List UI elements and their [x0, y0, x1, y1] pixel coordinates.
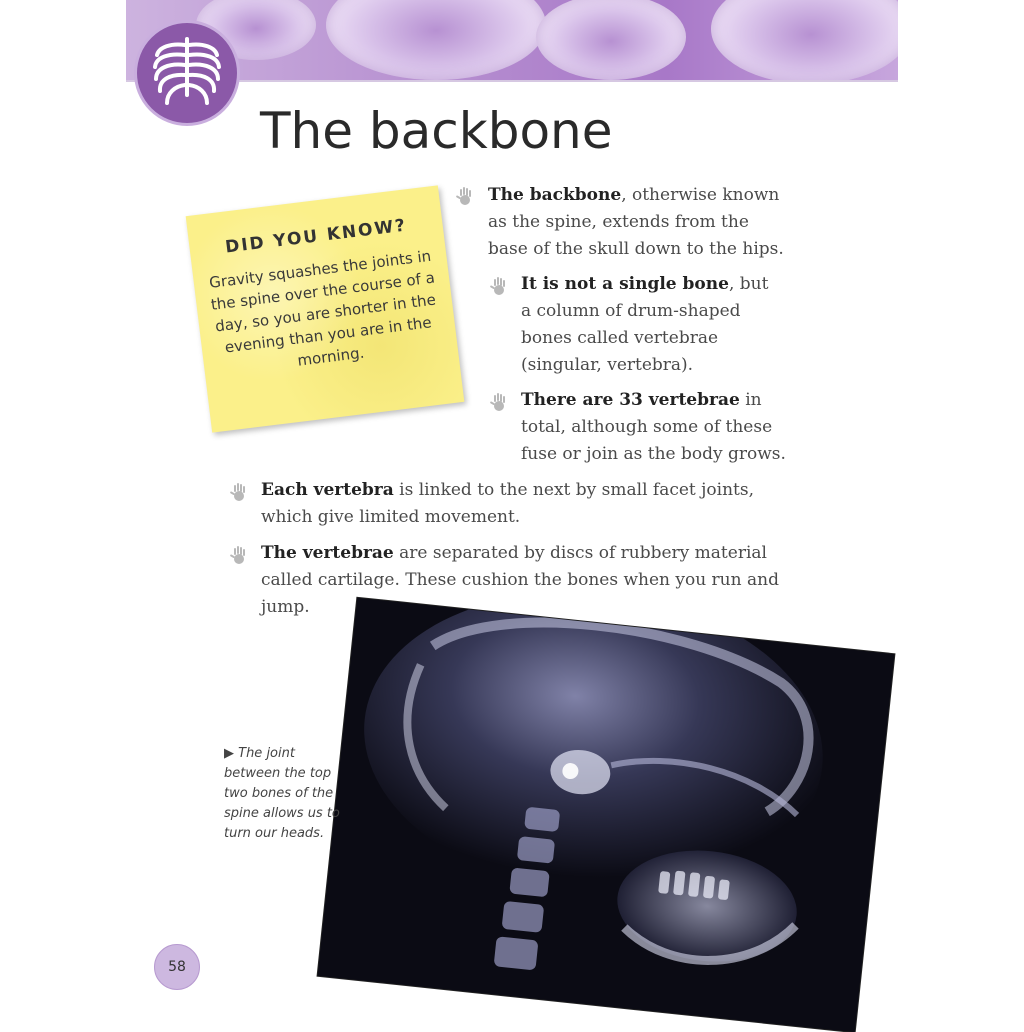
bullet-text: , otherwise known as the spine, extends from the base of the skull down to the hips. — [488, 185, 784, 259]
page-title: The backbone — [260, 102, 613, 160]
did-you-know-heading: DID YOU KNOW? — [224, 215, 409, 258]
handprint-icon — [488, 392, 510, 414]
bullet-text: , but a column of drum-shaped bones called vertebrae (singular, vertebra). — [521, 274, 769, 375]
handprint-icon — [488, 276, 510, 298]
bullet-text: in total, although some of these fuse or join as the body grows. — [521, 390, 786, 464]
blood-cell-image — [711, 0, 898, 80]
skull-xray-photo — [318, 598, 895, 1032]
bullet-bold-text: It is not a single bone — [521, 274, 729, 294]
ribcage-badge — [134, 20, 240, 126]
bullet-backbone — [488, 182, 788, 263]
bullet-33-vertebrae — [521, 387, 791, 468]
did-you-know-body: Gravity squashes the joints in the spine over the course of a day, so you are shorter in the evening than you are in the morning. — [208, 246, 437, 370]
bullet-not-single-bone — [521, 271, 781, 379]
page-number: 58 — [154, 944, 200, 990]
bullet-bold-text: There are 33 vertebrae — [521, 390, 740, 410]
handprint-icon — [228, 482, 250, 504]
bullet-text: is linked to the next by small facet joints, which give limited movement. — [261, 480, 755, 527]
bullet-text: are separated by discs of rubbery material called cartilage. These cushion the bones when you run and jump. — [261, 543, 779, 617]
bullet-bold-text: The vertebrae — [261, 543, 394, 563]
bullet-discs-cartilage — [261, 540, 781, 621]
header-divider — [126, 80, 898, 82]
skull-xray-image — [318, 598, 895, 1032]
bullet-bold-text: The backbone — [488, 185, 622, 205]
blood-cell-image — [536, 0, 686, 80]
header-banner — [126, 0, 898, 80]
bullet-each-vertebra — [261, 477, 781, 531]
handprint-icon — [454, 186, 476, 208]
blood-cell-image — [326, 0, 546, 80]
bullet-bold-text: Each vertebra — [261, 480, 394, 500]
handprint-icon — [228, 545, 250, 567]
photo-caption: ▶ The joint between the top two bones of the spine allows us to turn our heads. — [224, 746, 340, 841]
ribcage-icon — [145, 31, 229, 115]
did-you-know-note — [186, 185, 465, 432]
